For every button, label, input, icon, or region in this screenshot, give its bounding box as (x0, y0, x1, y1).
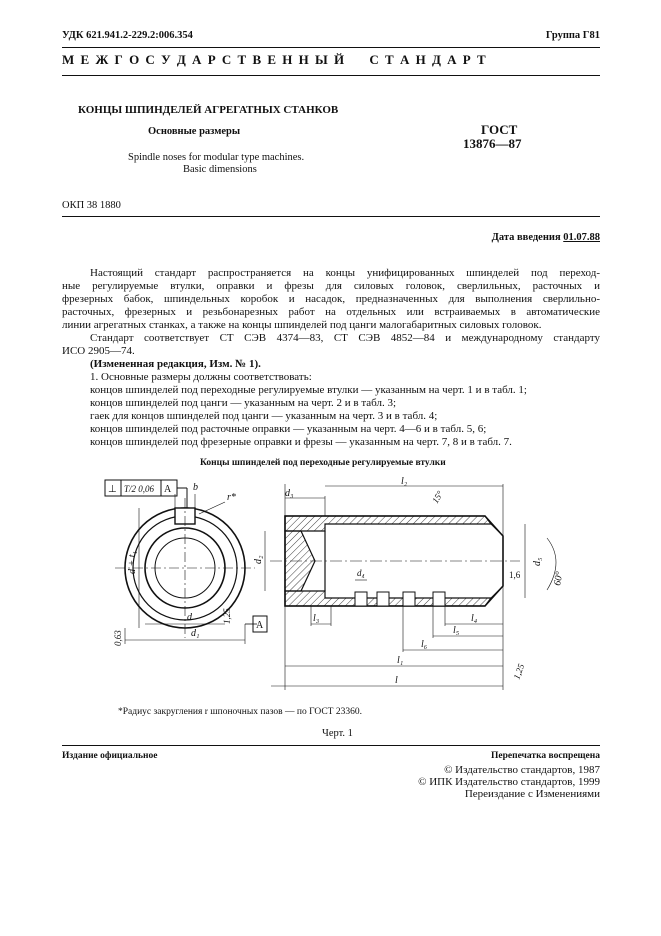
copyright-1987: © Издательство стандартов, 1987 (444, 764, 600, 776)
reissue-note: Переиздание с Изменениями (464, 788, 600, 800)
perpendicularity-symbol: ⊥ (108, 484, 117, 495)
requirements-list (90, 384, 527, 449)
figure-footnote: *Радиус закругления r шпоночных пазов — по ГОСТ 23360. (118, 707, 362, 717)
tolerance-datum: A (164, 484, 172, 495)
dim-d-plus-t1: d + t₁ (127, 550, 138, 574)
gost-number: 13876—87 (463, 136, 522, 151)
gost-label: ГОСТ (481, 122, 518, 137)
para2-line1: Стандарт соответствует СТ СЭВ 4374—83, СТ СЭВ 4852—84 и международному стандарту (90, 332, 600, 344)
dim-roughness-125-b: 1,25 (511, 662, 527, 681)
dim-l3: l₃ (313, 613, 320, 624)
tolerance-value: T/2 0,06 (124, 484, 155, 494)
dim-l: l (395, 675, 398, 686)
title-rule (62, 216, 600, 217)
section-view (253, 476, 565, 690)
dim-l6: l₆ (421, 639, 428, 650)
footer-rule (62, 745, 600, 746)
banner-rule (62, 75, 600, 76)
dim-l2: l₂ (401, 476, 408, 487)
dim-r: r* (227, 492, 236, 503)
para1-continuation (62, 280, 600, 332)
dim-d1: d₁ (191, 628, 200, 639)
datum-a-label: A (256, 620, 264, 631)
revision-note: (Измененная редакция, Изм. № 1). (90, 358, 261, 370)
list-item: концов шпинделей под фрезерные оправки и фрезы — указанным на черт. 7, 8 и в табл. 7. (90, 436, 512, 449)
dim-angle-15: 15° (430, 489, 446, 505)
dim-roughness-16: 1,6 (509, 570, 521, 580)
dim-l5: l₅ (453, 625, 460, 636)
dim-b: b (193, 482, 198, 493)
dim-roughness-125: 1,25 (222, 608, 232, 624)
list-item: гаек для концов шпинделей под цанги — указанным на черт. 3 и в табл. 4; (90, 410, 438, 423)
figure-caption: Концы шпинделей под переходные регулируемые втулки (200, 458, 446, 468)
document-subtitle: Основные размеры (148, 126, 241, 137)
para2-line2: ИСО 2905—74. (62, 345, 135, 357)
english-title-line1: Spindle noses for modular type machines. (128, 152, 305, 163)
figure-label: Черт. 1 (322, 728, 353, 739)
para2 (90, 332, 600, 345)
dim-l4: l₄ (471, 613, 478, 624)
list-item: концов шпинделей под расточные оправки — указанным на черт. 4—6 и в табл. 5, 6; (90, 423, 487, 436)
item1: 1. Основные размеры должны соответствовать: (90, 371, 312, 383)
para1-line: расточных, фрезерных и резьбонарезных работ на отдельных или встраиваемых в автоматические (62, 306, 600, 319)
intro-date-value: 01.07.88 (563, 232, 600, 243)
dim-d4: d₄ (357, 568, 365, 578)
para1-line: линии агрегатных станках, а также на концы шпинделей под цанги малогабаритных силовых головок. (62, 319, 542, 332)
dim-angle-60: 60° (552, 570, 566, 587)
official-edition: Издание официальное (62, 751, 158, 761)
copyright-1999: © ИПК Издательство стандартов, 1999 (418, 776, 600, 788)
standard-banner: М Е Ж Г О С У Д А Р С Т В Е Н Н Ы Й С Т А Н Д А Р Т (62, 52, 488, 67)
reprint-notice: Перепечатка воспрещена (490, 751, 600, 761)
header-rule (62, 47, 600, 48)
dim-d2: d₂ (253, 555, 264, 564)
udk-code: УДК 621.941.2-229.2:006.354 (62, 30, 193, 41)
dim-d: d (187, 612, 192, 623)
intro-date-label: Дата введения (491, 232, 561, 243)
group-code: Группа Г81 (545, 30, 600, 41)
list-item: концов шпинделей под переходные регулируемые втулки — указанным на черт. 1 и в табл. 1; (90, 384, 527, 396)
document-title: КОНЦЫ ШПИНДЕЛЕЙ АГРЕГАТНЫХ СТАНКОВ (78, 104, 339, 116)
intro-date (492, 232, 600, 243)
dim-l1: l₁ (397, 655, 404, 666)
english-title-line2: Basic dimensions (183, 164, 257, 175)
spindle-drawing (95, 474, 575, 704)
para1-line: Настоящий стандарт распространяется на концы унифицированных шпинделей под переход- (90, 267, 600, 279)
end-view (113, 482, 267, 646)
list-item: концов шпинделей под цанги — указанным на черт. 2 и в табл. 3; (90, 397, 397, 410)
dim-d5: d₅ (532, 557, 543, 566)
para1-line: ные регулируемые втулки, оправки и фрезы для силовых головок, сверлильных, расточных и (62, 280, 600, 292)
okp-code: ОКП 38 1880 (62, 200, 121, 211)
body-text (90, 267, 600, 280)
dim-d3: d₃ (285, 488, 294, 499)
dim-roughness-063: 0,63 (113, 630, 123, 646)
para1-line: фрезерных бабок, шпиндельных коробок и насадок, предназначенных для выполнения сверлильно- (62, 293, 600, 306)
